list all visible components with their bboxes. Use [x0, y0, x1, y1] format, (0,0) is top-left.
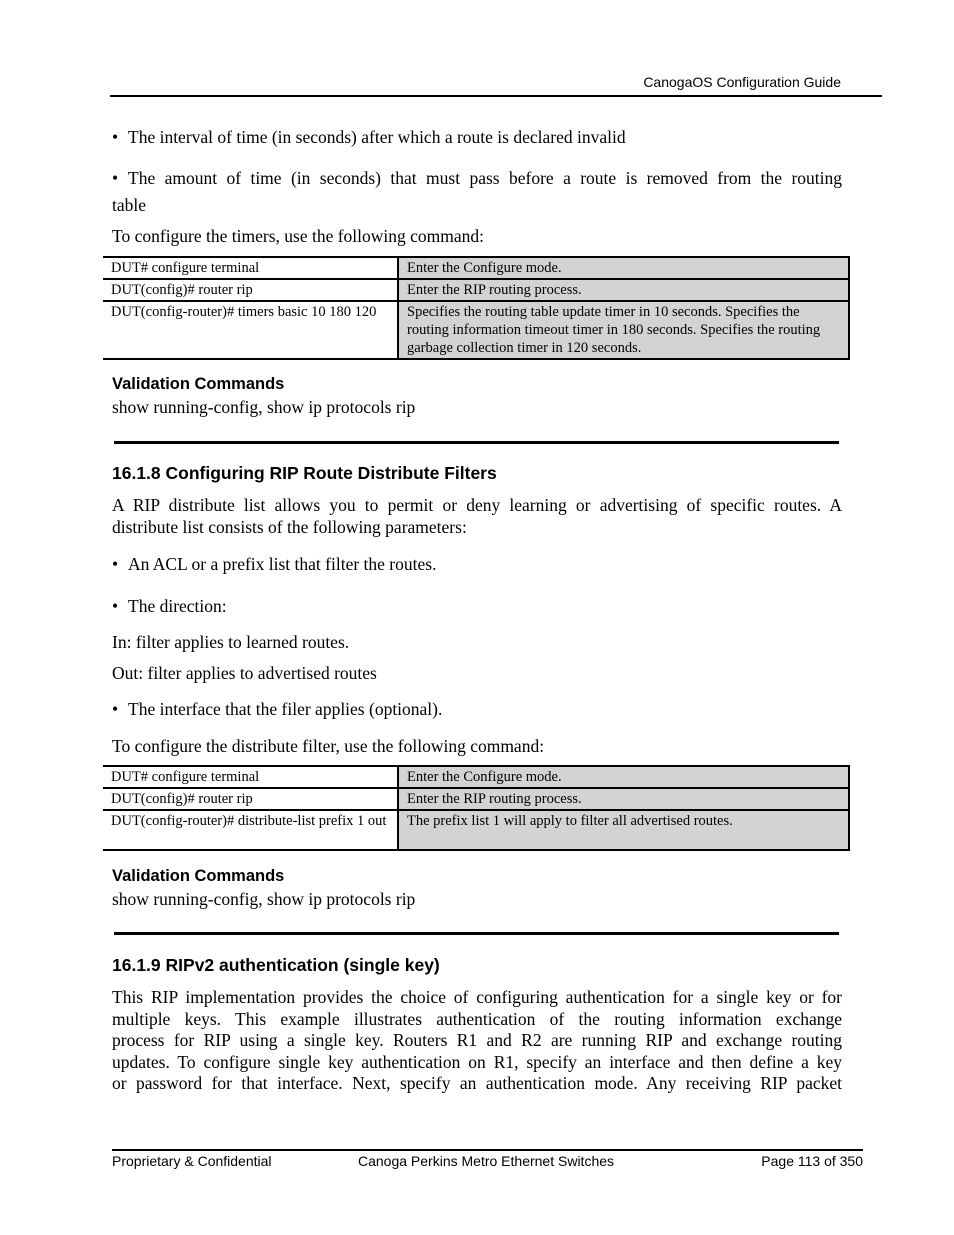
- command-cell: DUT# configure terminal: [103, 257, 398, 279]
- running-header: CanogaOS Configuration Guide: [643, 74, 841, 90]
- table-row: [103, 301, 849, 359]
- table-row: [103, 788, 849, 810]
- distribute-list-paragraph: A RIP distribute list allows you to permit or deny learning or advertising of specific routes. A: [112, 495, 842, 515]
- command-cell: DUT(config-router)# timers basic 10 180 120: [103, 301, 398, 359]
- footer-left: Proprietary & Confidential: [112, 1153, 272, 1169]
- command-cell: DUT(config-router)# distribute-list prefix 1 out: [103, 810, 398, 850]
- auth-paragraph-line: updates. To configure single key authentication on R1, specify an interface and then define a key: [112, 1052, 842, 1072]
- section-title-1618: 16.1.8 Configuring RIP Route Distribute Filters: [112, 463, 497, 483]
- bullet-dot: •: [112, 699, 119, 719]
- bullet-dot: •: [112, 168, 119, 188]
- auth-paragraph-line: or password for that interface. Next, specify an authentication mode. Any receiving RIP packet: [112, 1073, 842, 1093]
- footer-rule: [112, 1149, 863, 1151]
- description-cell: Enter the Configure mode.: [398, 257, 849, 279]
- bullet-text: An ACL or a prefix list that filter the routes.: [128, 554, 437, 574]
- bullet-dot: •: [112, 554, 119, 574]
- direction-in: In: filter applies to learned routes.: [112, 632, 350, 652]
- table-row: [103, 810, 849, 850]
- bullet-interface: [112, 696, 842, 722]
- bullet-flush-time: [112, 165, 842, 191]
- table-row: [103, 257, 849, 279]
- bullet-flush-time-continued: table: [112, 195, 147, 215]
- auth-paragraph-line: This RIP implementation provides the choice of configuring authentication for a single key or for: [112, 987, 842, 1007]
- description-cell: Specifies the routing table update timer in 10 seconds. Specifies the routing information timeout timer in 180 seconds. Specifies the routing garbage collection timer in 120 seconds.: [398, 301, 849, 359]
- description-cell: Enter the RIP routing process.: [398, 279, 849, 301]
- section-divider: [114, 932, 839, 935]
- distribute-list-paragraph-continued: distribute list consists of the following parameters:: [112, 517, 467, 537]
- validation-commands: show running-config, show ip protocols rip: [112, 889, 416, 909]
- footer-center: Canoga Perkins Metro Ethernet Switches: [358, 1153, 615, 1169]
- section-divider: [114, 441, 839, 444]
- bullet-dot: •: [112, 596, 119, 616]
- bullet-text: The direction:: [128, 596, 227, 616]
- config-timers-intro: To configure the timers, use the following command:: [112, 226, 485, 246]
- table-row: [103, 279, 849, 301]
- validation-commands: show running-config, show ip protocols rip: [112, 397, 416, 417]
- footer-page-number: Page 113 of 350: [761, 1153, 863, 1169]
- validation-heading: Validation Commands: [112, 375, 285, 393]
- command-cell: DUT(config)# router rip: [103, 788, 398, 810]
- direction-out: Out: filter applies to advertised routes: [112, 663, 377, 683]
- description-cell: The prefix list 1 will apply to filter all advertised routes.: [398, 810, 849, 850]
- bullet-invalid-interval: [112, 124, 842, 150]
- config-filter-intro: To configure the distribute filter, use the following command:: [112, 736, 545, 756]
- header-rule: [110, 95, 882, 97]
- distribute-command-table: [103, 765, 850, 851]
- bullet-acl: [112, 551, 842, 577]
- description-cell: Enter the Configure mode.: [398, 766, 849, 788]
- section-title-1619: 16.1.9 RIPv2 authentication (single key): [112, 955, 440, 975]
- bullet-direction: [112, 593, 842, 619]
- description-cell: Enter the RIP routing process.: [398, 788, 849, 810]
- auth-paragraph-line: multiple keys. This example illustrates authentication of the routing information exchange: [112, 1009, 842, 1029]
- command-cell: DUT# configure terminal: [103, 766, 398, 788]
- bullet-text: The interval of time (in seconds) after which a route is declared invalid: [128, 127, 626, 147]
- validation-heading: Validation Commands: [112, 867, 285, 885]
- command-cell: DUT(config)# router rip: [103, 279, 398, 301]
- bullet-text: The amount of time (in seconds) that must pass before a route is removed from the routing: [128, 168, 842, 188]
- timers-command-table: [103, 256, 850, 360]
- table-row: [103, 766, 849, 788]
- bullet-text: The interface that the filer applies (optional).: [128, 699, 443, 719]
- bullet-dot: •: [112, 127, 119, 147]
- auth-paragraph-line: process for RIP using a single key. Routers R1 and R2 are running RIP and exchange routing: [112, 1030, 842, 1050]
